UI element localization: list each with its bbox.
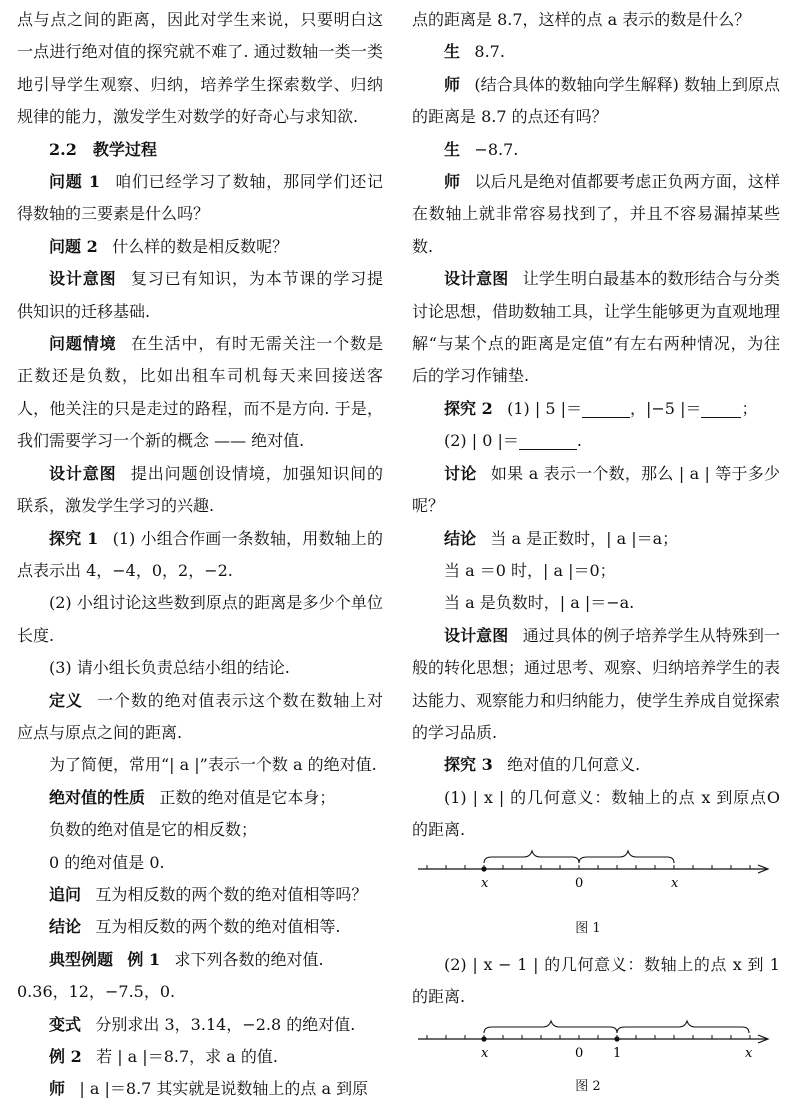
teacher-text: (结合具体的数轴向学生解释) 数轴上到原点的距离是 8.7 的点还有吗？ [412, 74, 780, 127]
continued-paragraph: 点的距离是 8.7，这样的点 a 表示的数是什么？ [412, 10, 751, 29]
follow-up-label: 追问 [49, 884, 82, 904]
property-2: 负数的绝对值是它的相反数； [49, 820, 258, 840]
conclusion-label: 结论 [49, 917, 82, 937]
student-text: 8.7. [474, 42, 505, 62]
explore-1 [17, 523, 383, 588]
discussion-text: 如果 a 表示一个数，那么 | a | 等于多少呢？ [412, 463, 780, 516]
example-section-label: 典型例题 [49, 949, 114, 969]
design-intent-text: 提出问题创设情境，加强知识间的联系，激发学生学习的兴趣. [17, 463, 383, 516]
notation-note: 为了简便，常用“| a |”表示一个数 a 的绝对值. [49, 755, 377, 775]
conclusion-label: 结论 [444, 528, 477, 548]
explore-1-part-2: (2) 小组讨论这些数到原点的距离是多少个单位长度. [17, 593, 383, 645]
label-minus-x: x [481, 875, 489, 891]
question-1 [17, 166, 383, 231]
problem-situation-label: 问题情境 [49, 334, 117, 354]
design-intent-2 [17, 458, 383, 523]
question-2 [17, 231, 383, 263]
brace-right [579, 851, 674, 863]
figure-2-caption: 图 2 [575, 1079, 601, 1095]
conclusion-2: 当 a ＝0 时，| a |＝0； [444, 560, 616, 580]
right-column [412, 4, 780, 1097]
example-2-text: 若 | a |＝8.7，求 a 的值. [96, 1047, 278, 1066]
example-1 [17, 944, 383, 976]
student-label: 生 [444, 139, 461, 159]
point-minus-x [481, 866, 486, 871]
conclusion [17, 911, 383, 943]
property-3: 0 的绝对值是 0. [49, 852, 165, 872]
question-1-label: 问题 1 [49, 172, 101, 192]
answer-blank[interactable] [519, 431, 577, 450]
example-2-label: 例 2 [49, 1047, 82, 1066]
follow-up-text: 互为相反数的两个数的绝对值相等吗？ [95, 884, 368, 904]
problem-situation [17, 328, 383, 458]
explore-2-part-e: . [576, 431, 582, 451]
design-intent-1 [17, 263, 383, 328]
intro-paragraph: 点与点之间的距离，因此对学生来说，只要明白这一点进行绝对值的探究就不难了. 通过数轴一类一类地引导学生观察、归纳，培养学生探索数学、归纳规律的能力，激发学生对数学的好奇心与求知欲. [17, 10, 383, 127]
explore-3 [412, 749, 780, 781]
design-intent-3 [412, 263, 780, 393]
conclusion-text: 互为相反数的两个数的绝对值相等. [95, 917, 341, 937]
label-origin: 0 [575, 875, 584, 891]
variant-label: 变式 [49, 1014, 82, 1034]
teacher-label: 师 [444, 74, 461, 94]
teacher-text: | a |＝8.7 其实就是说数轴上的点 a 到原 [79, 1079, 369, 1099]
number-line-figure-1 [412, 847, 780, 919]
explore-1-text: (1) 小组合作画一条数轴，用数轴上的点表示出 4，−4，0，2，−2. [17, 528, 383, 580]
answer-blank[interactable] [701, 399, 741, 418]
explore-2-part-d: (2) | 0 |＝ [444, 431, 519, 451]
conclusion-1 [412, 523, 780, 555]
explore-3-label: 探究 3 [444, 755, 493, 775]
problem-situation-text: 在生活中，有时无需关注一个数是正数还是负数，比如出租车司机每天来回接送客人，他关注的只是走过的路程，而不是方向. 于是，我们需要学习一个新的概念 —— 绝对值. [17, 334, 383, 451]
brace-left [484, 851, 579, 863]
example-1-text: 求下列各数的绝对值. [174, 949, 324, 969]
teacher-question [412, 69, 780, 134]
explore-3-text: 绝对值的几何意义. [507, 755, 641, 775]
explore-2-part-a: (1) | 5 |＝ [507, 398, 582, 418]
question-2-label: 问题 2 [49, 236, 98, 256]
point-x-left [481, 1037, 486, 1042]
design-intent-label: 设计意图 [444, 625, 509, 645]
design-intent-label: 设计意图 [49, 269, 117, 289]
design-intent-text: 复习已有知识，为本节课的学习提供知识的迁移基础. [17, 269, 383, 321]
design-intent-4 [412, 620, 780, 750]
label-x: x [671, 875, 679, 891]
example-1-label: 例 1 [127, 949, 161, 969]
figure-1-caption: 图 1 [575, 920, 601, 936]
design-intent-text: 通过具体的例子培养学生从特殊到一般的转化思想；通过思考、观察、归纳培养学生的表达能力、观察能力和归纳能力，使学生养成自觉探索的学习品质. [412, 625, 781, 742]
conclusion-text: 当 a 是正数时，| a |＝a； [490, 528, 679, 548]
section-heading: 2.2 教学过程 [49, 139, 157, 159]
variant [17, 1009, 383, 1041]
explore-1-label: 探究 1 [49, 528, 99, 548]
definition [17, 685, 383, 750]
question-1-text: 咱们已经学习了数轴，那同学们还记得数轴的三要素是什么吗？ [17, 172, 383, 224]
teacher-label: 师 [444, 172, 461, 192]
student-answer-2 [412, 134, 780, 166]
geometric-meaning-1: (1) | x | 的几何意义：数轴上的点 x 到原点O 的距离. [412, 787, 780, 840]
teacher-line [17, 1073, 383, 1105]
point-one [614, 1037, 619, 1042]
student-label: 生 [444, 42, 461, 62]
student-answer-1 [412, 36, 780, 68]
example-1-numbers: 0.36，12，−7.5，0. [17, 982, 176, 1002]
property-1 [17, 782, 383, 814]
definition-text: 一个数的绝对值表示这个数在数轴上对应点与原点之间的距离. [17, 690, 383, 742]
discussion [412, 458, 780, 523]
explore-2-line-2 [412, 425, 780, 457]
question-2-text: 什么样的数是相反数呢？ [112, 236, 289, 256]
explore-2-label: 探究 2 [444, 398, 493, 418]
explore-1-part-3: (3) 请小组长负责总结小组的结论. [49, 658, 290, 678]
label-x-right: x [745, 1046, 753, 1062]
variant-text: 分别求出 3，3.14，−2.8 的绝对值. [95, 1014, 356, 1034]
label-one: 1 [613, 1046, 622, 1062]
conclusion-3: 当 a 是负数时，| a |＝−a. [444, 593, 635, 613]
property-text: 正数的绝对值是它本身； [159, 787, 336, 807]
number-line-figure-2 [412, 1013, 780, 1077]
follow-up-question [17, 879, 383, 911]
example-2 [17, 1041, 383, 1073]
teacher-label: 师 [49, 1079, 66, 1099]
discussion-label: 讨论 [444, 463, 477, 483]
design-intent-text: 让学生明白最基本的数形结合与分类讨论思想，借助数轴工具，让学生能够更为直观地理解“与某个点的距离是定值”有左右两种情况，为往后的学习作铺垫. [412, 269, 781, 386]
design-intent-label: 设计意图 [444, 269, 509, 289]
definition-label: 定义 [49, 690, 83, 710]
property-label: 绝对值的性质 [49, 787, 146, 807]
student-text: −8.7. [474, 139, 519, 159]
explore-2-part-c: ； [741, 398, 758, 418]
label-x-left: x [481, 1046, 489, 1062]
label-origin: 0 [575, 1046, 584, 1062]
teacher-text: 以后凡是绝对值都要考虑正负两方面，这样在数轴上就非常容易找到了，并且不容易漏掉某些数. [412, 172, 780, 256]
teacher-summary [412, 166, 780, 263]
explore-2 [412, 393, 780, 425]
design-intent-label: 设计意图 [49, 463, 117, 483]
answer-blank[interactable] [582, 399, 630, 418]
left-column [17, 4, 383, 1106]
explore-2-part-b: ，|−5 |＝ [630, 398, 702, 418]
geometric-meaning-2: (2) | x − 1 | 的几何意义：数轴上的点 x 到 1 的距离. [412, 954, 780, 1006]
